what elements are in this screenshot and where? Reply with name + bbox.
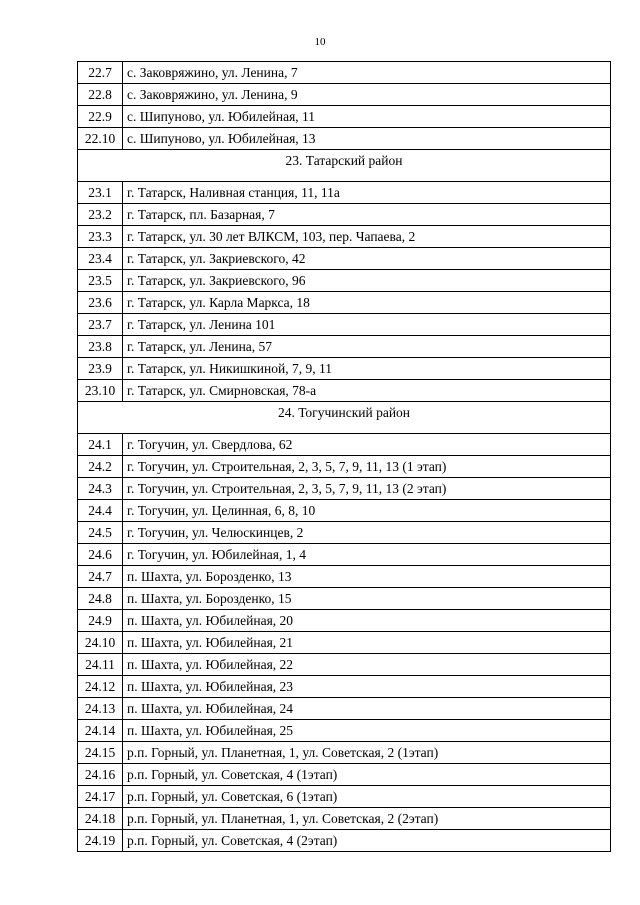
row-address: п. Шахта, ул. Юбилейная, 24: [123, 698, 611, 720]
row-address: г. Татарск, ул. 30 лет ВЛКСМ, 103, пер. Чапаева, 2: [123, 226, 611, 248]
row-address: г. Татарск, ул. Закриевского, 42: [123, 248, 611, 270]
row-number: 23.4: [78, 248, 123, 270]
row-address: г. Татарск, пл. Базарная, 7: [123, 204, 611, 226]
table-row: [78, 128, 611, 150]
row-address: г. Тогучин, ул. Строительная, 2, 3, 5, 7, 9, 11, 13 (1 этап): [123, 456, 611, 478]
section-title: 24. Тогучинский район: [78, 402, 611, 434]
table-row: [78, 84, 611, 106]
row-address: г. Тогучин, ул. Свердлова, 62: [123, 434, 611, 456]
table-row: [78, 764, 611, 786]
row-address: п. Шахта, ул. Борозденко, 13: [123, 566, 611, 588]
row-number: 22.9: [78, 106, 123, 128]
row-number: 23.9: [78, 358, 123, 380]
row-number: 22.7: [78, 62, 123, 84]
row-number: 24.5: [78, 522, 123, 544]
row-number: 24.1: [78, 434, 123, 456]
table-row: [78, 478, 611, 500]
row-number: 24.3: [78, 478, 123, 500]
row-address: п. Шахта, ул. Юбилейная, 20: [123, 610, 611, 632]
row-number: 24.13: [78, 698, 123, 720]
table-row: [78, 270, 611, 292]
table-row: [78, 434, 611, 456]
row-address: г. Татарск, ул. Ленина 101: [123, 314, 611, 336]
table-row: [78, 566, 611, 588]
table-row: [78, 786, 611, 808]
table-row: [78, 314, 611, 336]
table-row: [78, 676, 611, 698]
row-number: 24.19: [78, 830, 123, 852]
row-address: п. Шахта, ул. Юбилейная, 21: [123, 632, 611, 654]
row-number: 24.16: [78, 764, 123, 786]
row-address: с. Заковряжино, ул. Ленина, 9: [123, 84, 611, 106]
table-row: [78, 182, 611, 204]
row-address: с. Шипуново, ул. Юбилейная, 13: [123, 128, 611, 150]
table-row: [78, 632, 611, 654]
table-row: [78, 106, 611, 128]
table-row: [78, 500, 611, 522]
table-row: [78, 358, 611, 380]
table-row: [78, 204, 611, 226]
row-address: с. Заковряжино, ул. Ленина, 7: [123, 62, 611, 84]
row-address: п. Шахта, ул. Юбилейная, 25: [123, 720, 611, 742]
table-row: [78, 698, 611, 720]
row-address: г. Тогучин, ул. Целинная, 6, 8, 10: [123, 500, 611, 522]
table-row: [78, 808, 611, 830]
row-address: г. Татарск, ул. Никишкиной, 7, 9, 11: [123, 358, 611, 380]
row-number: 24.12: [78, 676, 123, 698]
row-number: 24.14: [78, 720, 123, 742]
row-address: г. Тогучин, ул. Юбилейная, 1, 4: [123, 544, 611, 566]
row-address: с. Шипуново, ул. Юбилейная, 11: [123, 106, 611, 128]
row-address: г. Татарск, ул. Закриевского, 96: [123, 270, 611, 292]
row-number: 23.3: [78, 226, 123, 248]
row-number: 24.7: [78, 566, 123, 588]
address-table-body: [78, 62, 611, 852]
table-row: [78, 380, 611, 402]
row-number: 24.4: [78, 500, 123, 522]
row-address: п. Шахта, ул. Борозденко, 15: [123, 588, 611, 610]
row-address: г. Татарск, Наливная станция, 11, 11а: [123, 182, 611, 204]
table-row: [78, 720, 611, 742]
row-number: 22.10: [78, 128, 123, 150]
row-address: г. Татарск, ул. Ленина, 57: [123, 336, 611, 358]
address-table: [77, 61, 611, 852]
table-row: [78, 610, 611, 632]
row-address: п. Шахта, ул. Юбилейная, 23: [123, 676, 611, 698]
table-row: [78, 544, 611, 566]
row-number: 24.6: [78, 544, 123, 566]
page-number: 10: [314, 36, 326, 48]
row-number: 23.5: [78, 270, 123, 292]
row-number: 22.8: [78, 84, 123, 106]
row-number: 24.8: [78, 588, 123, 610]
table-row: [78, 336, 611, 358]
table-row: [78, 742, 611, 764]
table-row: [78, 522, 611, 544]
row-address: г. Татарск, ул. Карла Маркса, 18: [123, 292, 611, 314]
row-number: 24.9: [78, 610, 123, 632]
row-number: 23.2: [78, 204, 123, 226]
section-header-row: [78, 150, 611, 182]
table-row: [78, 456, 611, 478]
table-row: [78, 248, 611, 270]
table-row: [78, 62, 611, 84]
row-address: г. Тогучин, ул. Челюскинцев, 2: [123, 522, 611, 544]
row-address: р.п. Горный, ул. Советская, 6 (1этап): [123, 786, 611, 808]
table-row: [78, 226, 611, 248]
section-header-row: [78, 402, 611, 434]
row-number: 23.1: [78, 182, 123, 204]
table-row: [78, 588, 611, 610]
section-title: 23. Татарский район: [78, 150, 611, 182]
row-number: 24.17: [78, 786, 123, 808]
row-number: 24.2: [78, 456, 123, 478]
row-number: 23.7: [78, 314, 123, 336]
row-number: 23.10: [78, 380, 123, 402]
row-number: 24.11: [78, 654, 123, 676]
row-address: р.п. Горный, ул. Советская, 4 (1этап): [123, 764, 611, 786]
row-number: 23.8: [78, 336, 123, 358]
row-number: 23.6: [78, 292, 123, 314]
row-address: г. Татарск, ул. Смирновская, 78-а: [123, 380, 611, 402]
row-number: 24.10: [78, 632, 123, 654]
table-row: [78, 654, 611, 676]
row-address: г. Тогучин, ул. Строительная, 2, 3, 5, 7, 9, 11, 13 (2 этап): [123, 478, 611, 500]
table-row: [78, 292, 611, 314]
table-row: [78, 830, 611, 852]
row-address: п. Шахта, ул. Юбилейная, 22: [123, 654, 611, 676]
row-address: р.п. Горный, ул. Планетная, 1, ул. Советская, 2 (1этап): [123, 742, 611, 764]
row-address: р.п. Горный, ул. Советская, 4 (2этап): [123, 830, 611, 852]
row-number: 24.18: [78, 808, 123, 830]
row-number: 24.15: [78, 742, 123, 764]
row-address: р.п. Горный, ул. Планетная, 1, ул. Советская, 2 (2этап): [123, 808, 611, 830]
